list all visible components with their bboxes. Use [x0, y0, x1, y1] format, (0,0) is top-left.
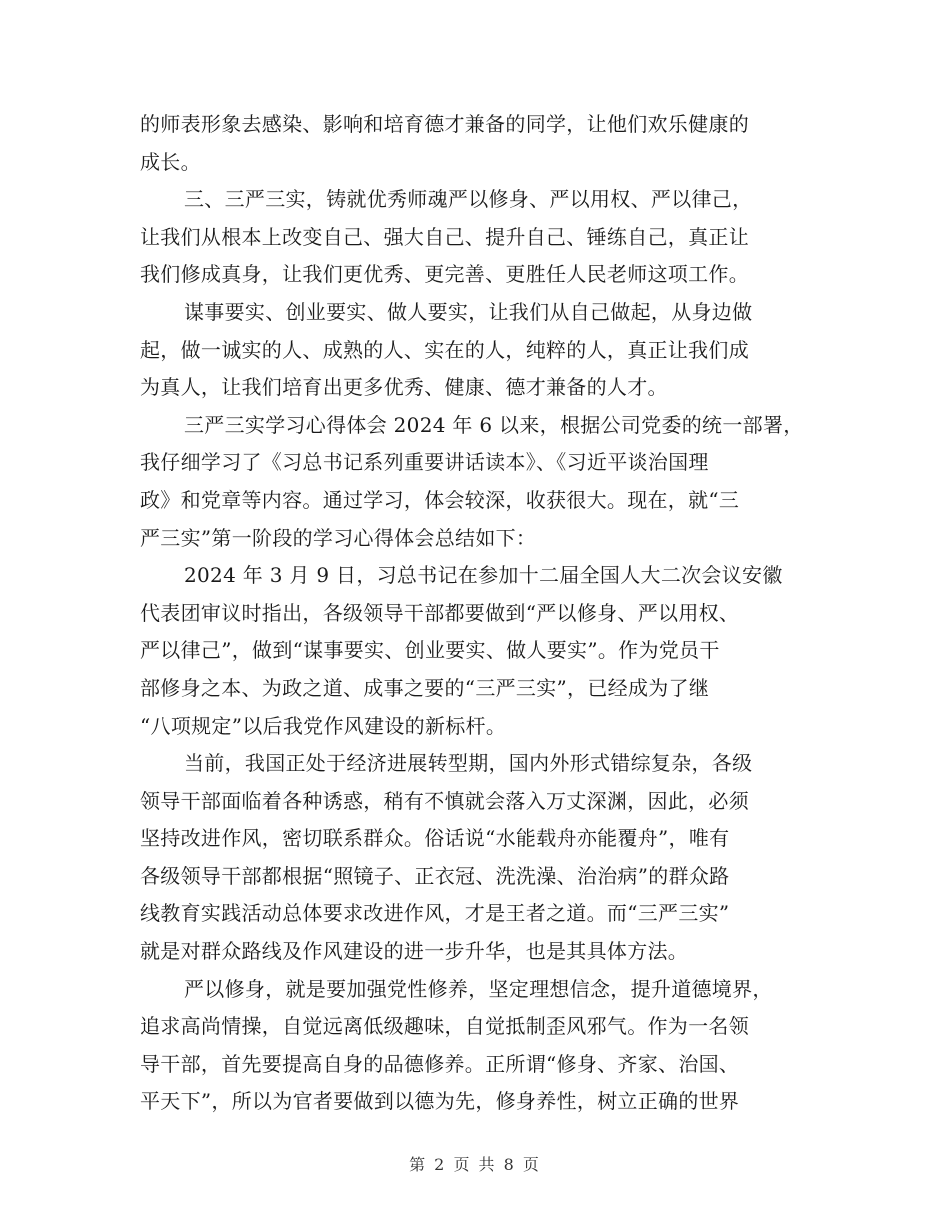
- text-line: 平天下”，所以为官者要做到以德为先，修身养性，树立正确的世界: [140, 1089, 740, 1114]
- text-line: 我们修成真身，让我们更优秀、更完善、更胜任人民老师这项工作。: [140, 262, 749, 287]
- text-line: 的师表形象去感染、影响和培育德才兼备的同学，让他们欢乐健康的: [140, 112, 749, 136]
- text-line: 代表团审议时指出，各级领导干部都要做到“严以修身、严以用权、: [140, 600, 740, 625]
- text-line: 导干部，首先要提高自身的品德修养。正所谓“修身、齐家、治国、: [140, 1051, 740, 1076]
- text-line: 三严三实学习心得体会 2024 年 6 以来，根据公司党委的统一部署，: [184, 412, 804, 437]
- text-line: 成长。: [140, 149, 201, 174]
- text-line: 让我们从根本上改变自己、强大自己、提升自己、锤练自己，真正让: [140, 224, 749, 249]
- page-number-footer: 第 2 页 共 8 页: [409, 1155, 541, 1174]
- text-line: 严以修身，就是要加强党性修养，坚定理想信念，提升道德境界，: [184, 976, 773, 1001]
- text-line: 三、三严三实，铸就优秀师魂严以修身、严以用权、严以律己，: [184, 187, 753, 212]
- text-line: “八项规定”以后我党作风建设的新标杆。: [140, 713, 507, 738]
- text-line: 谋事要实、创业要实、做人要实，让我们从自己做起，从身边做: [184, 299, 753, 324]
- text-line: 坚持改进作风，密切联系群众。俗话说“水能载舟亦能覆舟”，唯有: [140, 826, 730, 851]
- text-line: 严三实”第一阶段的学习心得体会总结如下：: [140, 525, 537, 550]
- text-line: 各级领导干部都根据“照镜子、正衣冠、洗洗澡、治治病”的群众路: [140, 863, 730, 888]
- text-line: 政》和党章等内容。通过学习，体会较深，收获很大。现在，就“三: [140, 487, 740, 512]
- text-line: 严以律己”，做到“谋事要实、创业要实、做人要实”。作为党员干: [140, 638, 720, 663]
- document-body: [140, 106, 810, 1121]
- text-line: 2024 年 3 月 9 日，习总书记在参加十二届全国人大二次会议安徽: [184, 563, 783, 588]
- text-line: 当前，我国正处于经济进展转型期，国内外形式错综复杂，各级: [184, 751, 753, 776]
- text-line: 就是对群众路线及作风建设的进一步升华，也是其具体方法。: [140, 939, 689, 964]
- text-line: 起，做一诚实的人、成熟的人、实在的人，纯粹的人，真正让我们成: [140, 337, 749, 362]
- text-line: 追求高尚情操，自觉远离低级趣味，自觉抵制歪风邪气。作为一名领: [140, 1014, 749, 1039]
- text-line: 领导干部面临着各种诱惑，稍有不慎就会落入万丈深渊，因此，必须: [140, 788, 749, 813]
- text-line: 为真人，让我们培育出更多优秀、健康、德才兼备的人才。: [140, 375, 668, 400]
- text-line: 线教育实践活动总体要求改进作风，才是王者之道。而“三严三实”: [140, 901, 730, 926]
- text-line: 部修身之本、为政之道、成事之要的“三严三实”，已经成为了继: [140, 675, 710, 700]
- text-line: 我仔细学习了《习总书记系列重要讲话读本》、《习近平谈治国理: [140, 450, 709, 475]
